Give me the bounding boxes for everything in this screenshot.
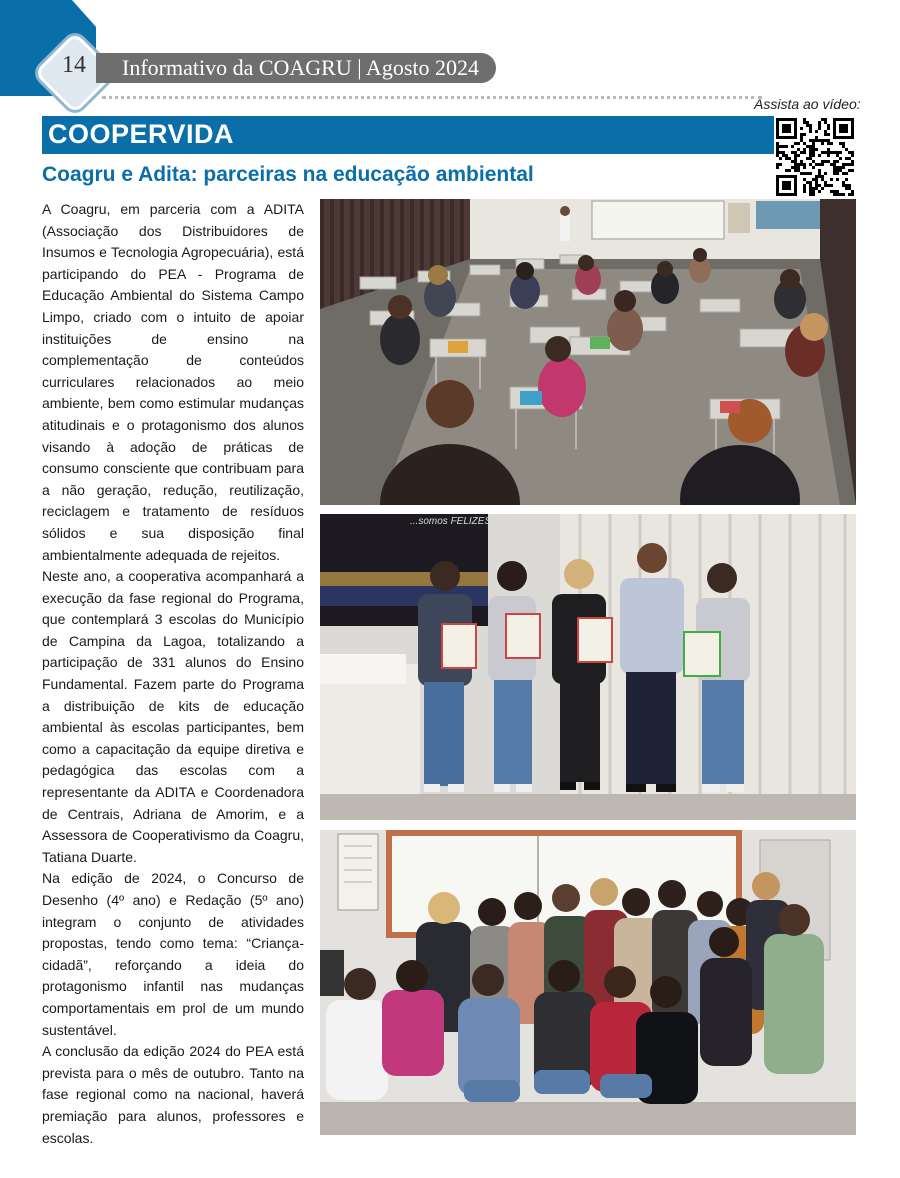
group-photo <box>320 830 856 1135</box>
article-paragraph: Neste ano, a cooperativa acompanhará a execução da fase regional do Programa, que contemplará 3 escolas do Município de Campina da Lagoa, totalizando a participação de 331 alunos do Ensino Fundamental. Fazem parte do Programa a distribuição de kits de educação ambiental às escolas participantes, bem como a capacitação da equipe diretiva e pedagógica das escolas com a representante da ADITA e Coordenadora de Centrais, Adriana de Amorim, e a Assessora de Cooperativismo da Coagru, Tatiana Duarte. <box>42 568 304 865</box>
video-label: Assista ao vídeo: <box>754 96 861 112</box>
article-paragraph: Na edição de 2024, o Concurso de Desenho (4º ano) e Redação (5º ano) integram o conjunto de atividades propostas, tendo como tema: “Criança-cidadã”, reforçando a ideia do protagonismo infantil nas mudanças comportamentais em prol de um mundo sustentável. <box>42 870 304 1038</box>
article-headline: Coagru e Adita: parceiras na educação ambiental <box>42 163 534 186</box>
group-with-kits-photo <box>320 514 856 820</box>
article-paragraph: A Coagru, em parceria com a ADITA (Associação dos Distribuidores de Insumos e Tecnologia Agropecuária), está participando do PEA - Programa de Educação Ambiental do Sistema Campo Limpo, criado com o intuito de apoiar instituições de ensino na complementação de conteúdos curriculares relacionados ao meio ambiente, bem como estimular mudanças atitudinais e o protagonismo dos alunos visando à adoção de práticas de consumo consciente que contribuam para a não geração, redução, reutilização, reciclagem e tratamento de resíduos sólidos e sua disposição final ambientalmente adequada de rejeitos. <box>42 201 304 563</box>
article-paragraph: A conclusão da edição 2024 do PEA está prevista para o mês de outubro. Tanto na fase regional como na nacional, haverá premiação para alunos, professores e escolas. <box>42 1043 304 1146</box>
header-divider <box>102 96 762 99</box>
qr-code-icon[interactable] <box>776 118 854 196</box>
classroom-photo <box>320 199 856 505</box>
wall-slogan: ...somos FELIZES! <box>410 516 494 527</box>
page-number: 14 <box>62 52 86 78</box>
article-body <box>42 199 304 1149</box>
section-title: COOPERVIDA <box>48 119 235 149</box>
publication-title: Informativo da COAGRU | Agosto 2024 <box>122 55 479 80</box>
